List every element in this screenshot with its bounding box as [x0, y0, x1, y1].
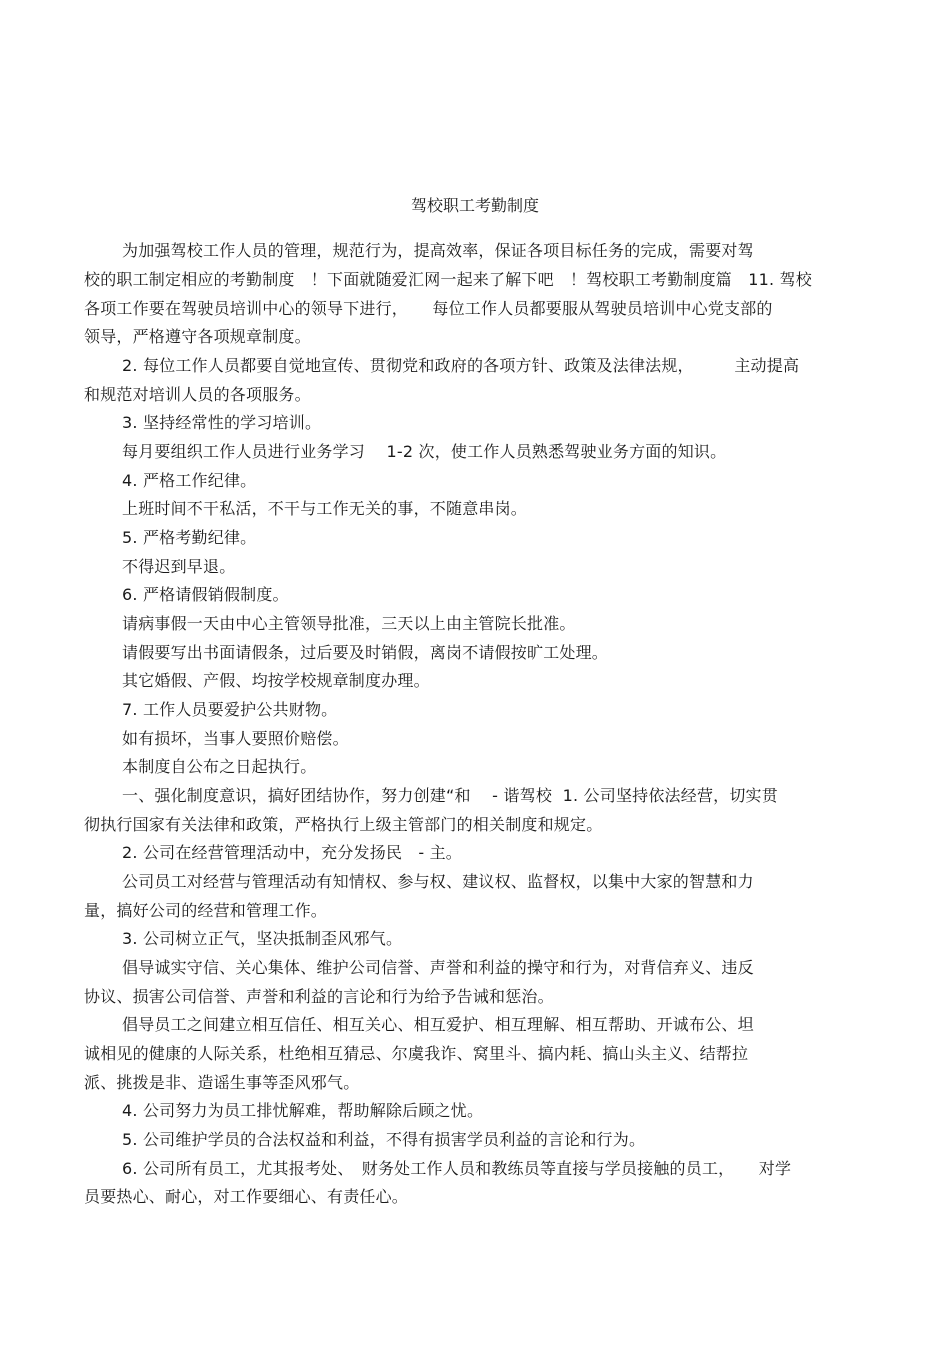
- paragraph-line: 6. 公司所有员工，尤其报考处、 财务处工作人员和教练员等直接与学员接触的员工， 对学: [122, 1159, 792, 1178]
- paragraph-line: 2. 公司在经营管理活动中，充分发扬民 - 主。: [122, 843, 463, 862]
- paragraph-line: 本制度自公布之日起执行。: [122, 757, 317, 776]
- paragraph-line: 诚相见的健康的人际关系，杜绝相互猜忌、尔虞我诈、窝里斗、搞内耗、搞山头主义、结帮拉: [84, 1044, 749, 1063]
- paragraph-line: 校的职工制定相应的考勤制度 ！下面就随爱汇网一起来了解下吧 ！驾校职工考勤制度篇 11. 驾校: [84, 270, 812, 289]
- paragraph-line: 彻执行国家有关法律和政策，严格执行上级主管部门的相关制度和规定。: [84, 815, 603, 834]
- document-title: 驾校职工考勤制度: [410, 196, 539, 215]
- paragraph-line: 如有损坏，当事人要照价赔偿。: [122, 729, 349, 748]
- paragraph-line: 上班时间不干私活，不干与工作无关的事，不随意串岗。: [122, 499, 528, 518]
- paragraph-line: 为加强驾校工作人员的管理，规范行为，提高效率，保证各项目标任务的完成，需要对驾: [122, 241, 754, 260]
- paragraph-line: 4. 公司努力为员工排忧解难，帮助解除后顾之忧。: [122, 1101, 484, 1120]
- paragraph-line: 7. 工作人员要爱护公共财物。: [122, 700, 338, 719]
- paragraph-line: 倡导员工之间建立相互信任、相互关心、相互爱护、相互理解、相互帮助、开诚布公、坦: [122, 1015, 754, 1034]
- paragraph-line: 和规范对培训人员的各项服务。: [84, 385, 311, 404]
- paragraph-line: 请假要写出书面请假条，过后要及时销假，离岗不请假按旷工处理。: [122, 643, 609, 662]
- paragraph-line: 每月要组织工作人员进行业务学习 1-2 次，使工作人员熟悉驾驶业务方面的知识。: [122, 442, 727, 461]
- paragraph-line: 派、挑拨是非、造谣生事等歪风邪气。: [84, 1073, 360, 1092]
- paragraph-line: 6. 严格请假销假制度。: [122, 585, 289, 604]
- paragraph-line: 5. 公司维护学员的合法权益和利益，不得有损害学员利益的言论和行为。: [122, 1130, 646, 1149]
- paragraph-line: 4. 严格工作纪律。: [122, 471, 257, 490]
- paragraph-line: 领导，严格遵守各项规章制度。: [84, 327, 311, 346]
- paragraph-line: 其它婚假、产假、均按学校规章制度办理。: [122, 671, 430, 690]
- paragraph-line: 不得迟到早退。: [122, 557, 236, 576]
- paragraph-line: 一、强化制度意识，搞好团结协作，努力创建“和 - 谐驾校 1. 公司坚持依法经营，切实贯: [122, 786, 778, 805]
- paragraph-line: 请病事假一天由中心主管领导批准，三天以上由主管院长批准。: [122, 614, 576, 633]
- paragraph-line: 公司员工对经营与管理活动有知情权、参与权、建议权、监督权，以集中大家的智慧和力: [122, 872, 754, 891]
- paragraph-line: 协议、损害公司信誉、声誉和利益的言论和行为给予告诫和惩治。: [84, 987, 554, 1006]
- paragraph-line: 各项工作要在驾驶员培训中心的领导下进行， 每位工作人员都要服从驾驶员培训中心党支部的: [84, 299, 773, 318]
- paragraph-line: 3. 公司树立正气，坚决抵制歪风邪气。: [122, 929, 403, 948]
- paragraph-line: 2. 每位工作人员都要自觉地宣传、贯彻党和政府的各项方针、政策及法律法规， 主动提高: [122, 356, 800, 375]
- paragraph-line: 员要热心、耐心，对工作要细心、有责任心。: [84, 1187, 409, 1206]
- paragraph-line: 3. 坚持经常性的学习培训。: [122, 413, 322, 432]
- paragraph-line: 5. 严格考勤纪律。: [122, 528, 257, 547]
- paragraph-line: 倡导诚实守信、关心集体、维护公司信誉、声誉和利益的操守和行为，对背信弃义、违反: [122, 958, 754, 977]
- paragraph-line: 量，搞好公司的经营和管理工作。: [84, 901, 328, 920]
